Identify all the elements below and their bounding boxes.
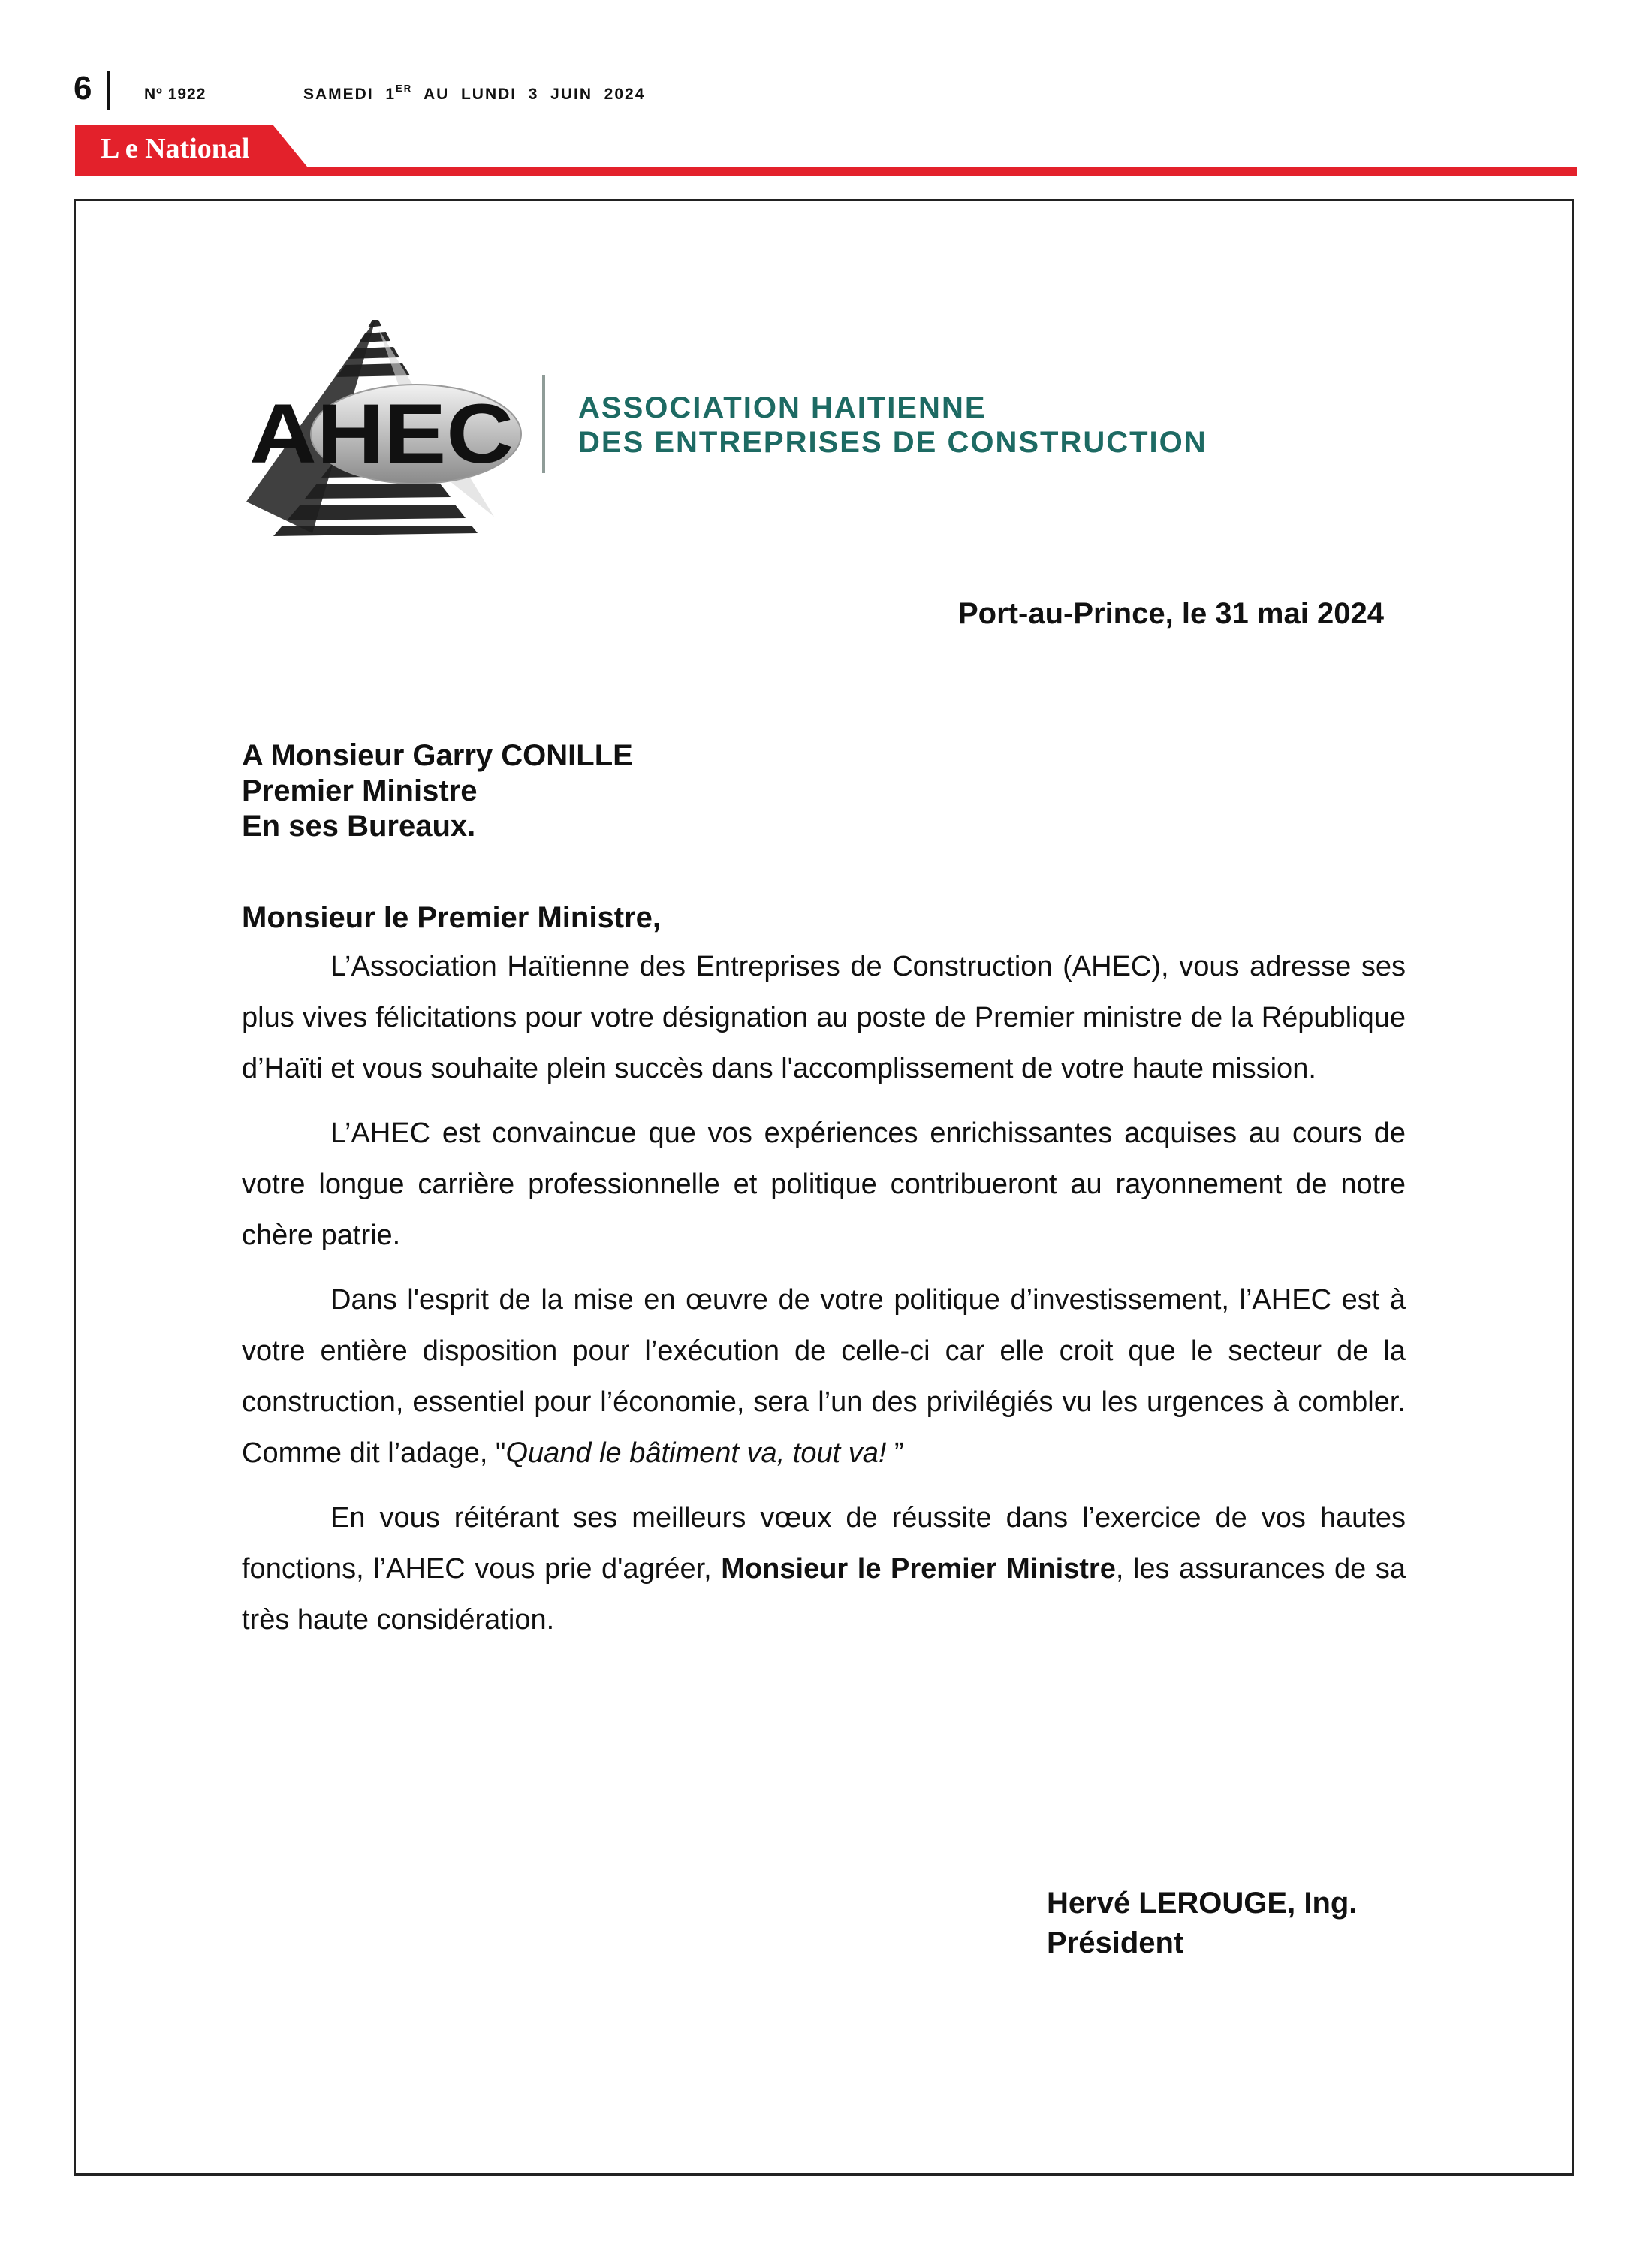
signatory-name: Hervé LEROUGE, Ing.	[1047, 1887, 1358, 1920]
logo-divider	[542, 376, 545, 473]
signatory-title: Président	[1047, 1926, 1184, 1959]
organization-name	[578, 391, 1207, 460]
paragraph-3-text: Dans l'esprit de la mise en œuvre de votre politique d’investissement, l’AHEC est à votre entière disposition pour l’exécution de celle-ci car elle croit que le secteur de la construction, essentiel pour l’économie, sera l’un des privilégiés vu les urgences à combler. Comme dit l’adage, "	[242, 1284, 1406, 1469]
paragraph-4-text: En vous réitérant ses meilleurs vœux de réussite dans l’exercice de vos hautes fonctions, l’AHEC vous prie d'agréer,	[242, 1502, 1406, 1585]
body-paragraph-3	[242, 1274, 1406, 1479]
recipient-line: En ses Bureaux.	[242, 810, 476, 843]
paragraph-3-closing: ”	[886, 1437, 904, 1469]
ahec-pyramid-logo-icon	[239, 314, 524, 539]
paragraph-4-closing: , les assurances de sa très haute considération.	[242, 1553, 1406, 1636]
issue-date-superscript: ER	[396, 83, 413, 94]
issue-date-rest: AU LUNDI 3 JUIN 2024	[412, 86, 646, 103]
recipient-line: Premier Ministre	[242, 774, 478, 807]
page-number: 6	[74, 70, 92, 107]
masthead-rule	[75, 167, 1577, 176]
recipient-block	[242, 738, 633, 844]
issue-number: Nº 1922	[144, 86, 206, 103]
letter-body	[242, 941, 1406, 1659]
issue-date-prefix: SAMEDI 1	[303, 86, 396, 103]
signature-block	[1047, 1884, 1357, 1963]
adage-quote: Quand le bâtiment va, tout va!	[505, 1437, 887, 1469]
page-number-divider	[107, 71, 110, 110]
organization-name-line1: ASSOCIATION HAITIENNE	[578, 391, 987, 424]
salutation: Monsieur le Premier Ministre,	[242, 901, 661, 934]
paragraph-4-emphasis: Monsieur le Premier Ministre	[721, 1553, 1116, 1585]
issue-date	[303, 83, 646, 104]
body-paragraph-4	[242, 1492, 1406, 1645]
body-paragraph-1: L’Association Haïtienne des Entreprises de Construction (AHEC), vous adresse ses plus vives félicitations pour votre désignation au poste de Premier ministre de la République d’Haïti et vous souhaite plein succès dans l'accomplissement de votre haute mission.	[242, 951, 1406, 1084]
newspaper-name: L e National	[101, 133, 250, 164]
organization-name-line2: DES ENTREPRISES DE CONSTRUCTION	[578, 426, 1207, 459]
letter-place-date: Port-au-Prince, le 31 mai 2024	[958, 597, 1384, 630]
recipient-line: A Monsieur Garry CONILLE	[242, 739, 633, 772]
body-paragraph-2: L’AHEC est convaincue que vos expériences enrichissantes acquises au cours de votre longue carrière professionnelle et politique contribueront au rayonnement de notre chère patrie.	[242, 1117, 1406, 1251]
logo-acronym: AHEC	[249, 387, 514, 481]
